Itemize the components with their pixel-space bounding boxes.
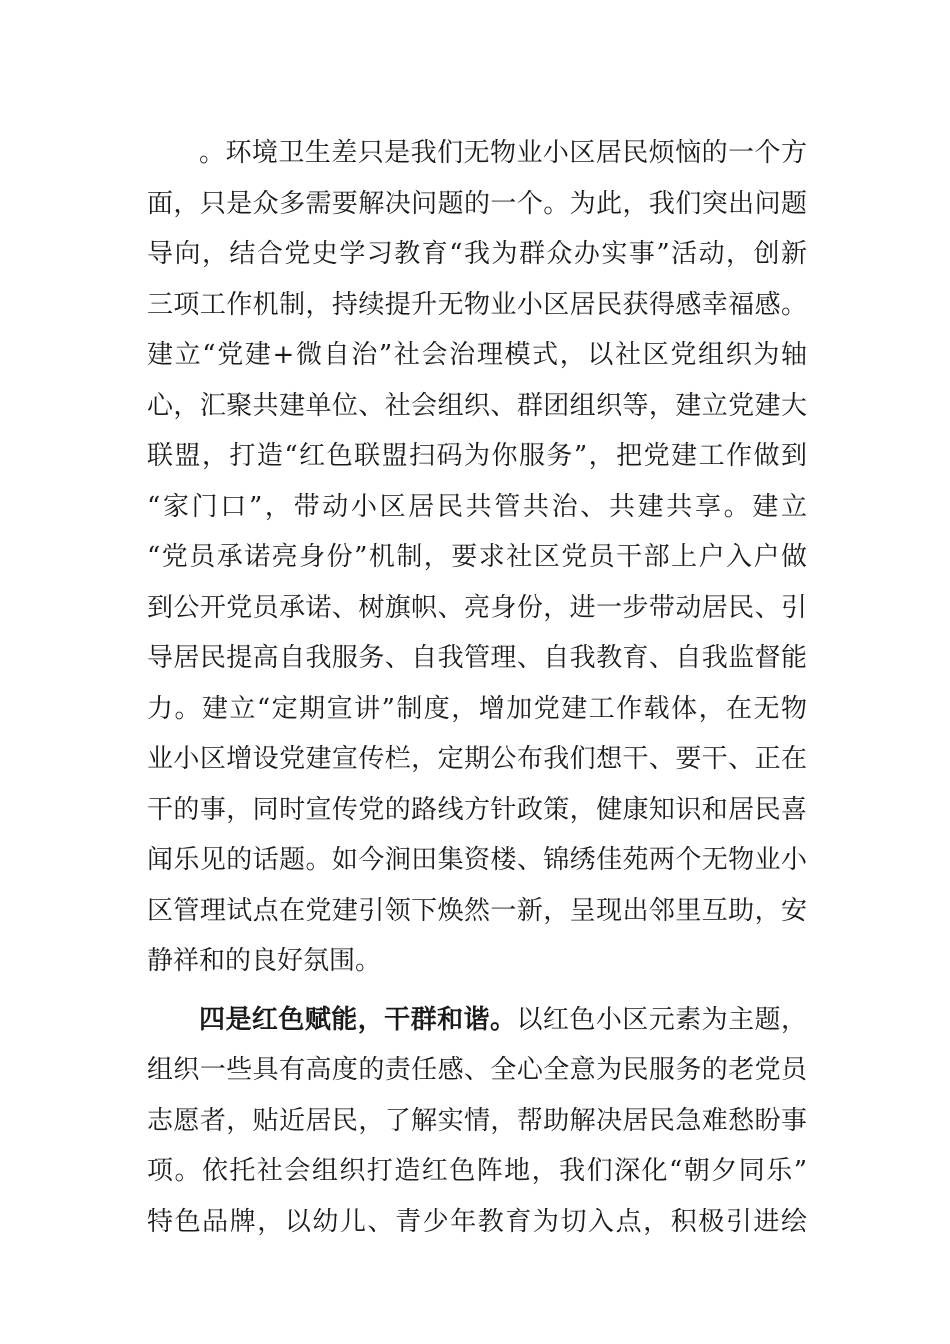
text-line: 志愿者，贴近居民，了解实情，帮助解决居民急难愁盼事 <box>147 1105 807 1136</box>
text-line: 心，汇聚共建单位、社会组织、群团组织等，建立党建大 <box>147 390 807 421</box>
text-line: 项。依托社会组织打造红色阵地，我们深化“朝夕同乐” <box>147 1156 807 1186</box>
text-line: 组织一些具有高度的责任感、全心全意为民服务的老党员 <box>147 1055 807 1085</box>
paragraph-heading: 四是红色赋能，干群和谐。 <box>199 1004 517 1035</box>
paragraph-1 <box>147 128 807 987</box>
text-line: 闻乐见的话题。如今涧田集资楼、锦绣佳苑两个无物业小 <box>147 845 807 875</box>
body-text <box>147 128 807 1247</box>
text-line: “党员承诺亮身份”机制，要求社区党员干部上户入户做 <box>147 542 807 572</box>
paragraph-2 <box>147 995 807 1248</box>
text-line <box>147 995 807 1046</box>
text-line: 静祥和的良好氛围。 <box>147 946 382 976</box>
text-line: 建立“党建+微自治”社会治理模式，以社区党组织为轴 <box>147 340 807 370</box>
text-line: 三项工作机制，持续提升无物业小区居民获得感幸福感。 <box>147 289 807 320</box>
text-line: 联盟，打造“红色联盟扫码为你服务”，把党建工作做到 <box>147 441 807 471</box>
text-line: 特色品牌，以幼儿、青少年教育为切入点，积极引进绘 <box>147 1206 807 1237</box>
text-line: “家门口”，带动小区居民共管共治、共建共享。建立 <box>147 491 807 522</box>
text-line: 区管理试点在党建引领下焕然一新，呈现出邻里互助，安 <box>147 895 807 926</box>
text-line: 导向，结合党史学习教育“我为群众办实事”活动，创新 <box>147 239 807 269</box>
text-line: 。环境卫生差只是我们无物业小区居民烦恼的一个方 <box>199 138 807 168</box>
text-line: 面，只是众多需要解决问题的一个。为此，我们突出问题 <box>147 188 807 219</box>
heading-line-rest: 以红色小区元素为主题， <box>516 1004 807 1035</box>
text-line: 力。建立“定期宣讲”制度，增加党建工作载体，在无物 <box>147 693 807 724</box>
text-line: 导居民提高自我服务、自我管理、自我教育、自我监督能 <box>147 643 807 673</box>
text-line: 业小区增设党建宣传栏，定期公布我们想干、要干、正在 <box>147 744 807 774</box>
text-line: 到公开党员承诺、树旗帜、亮身份，进一步带动居民、引 <box>147 592 807 623</box>
text-line: 干的事，同时宣传党的路线方针政策，健康知识和居民喜 <box>147 794 807 825</box>
